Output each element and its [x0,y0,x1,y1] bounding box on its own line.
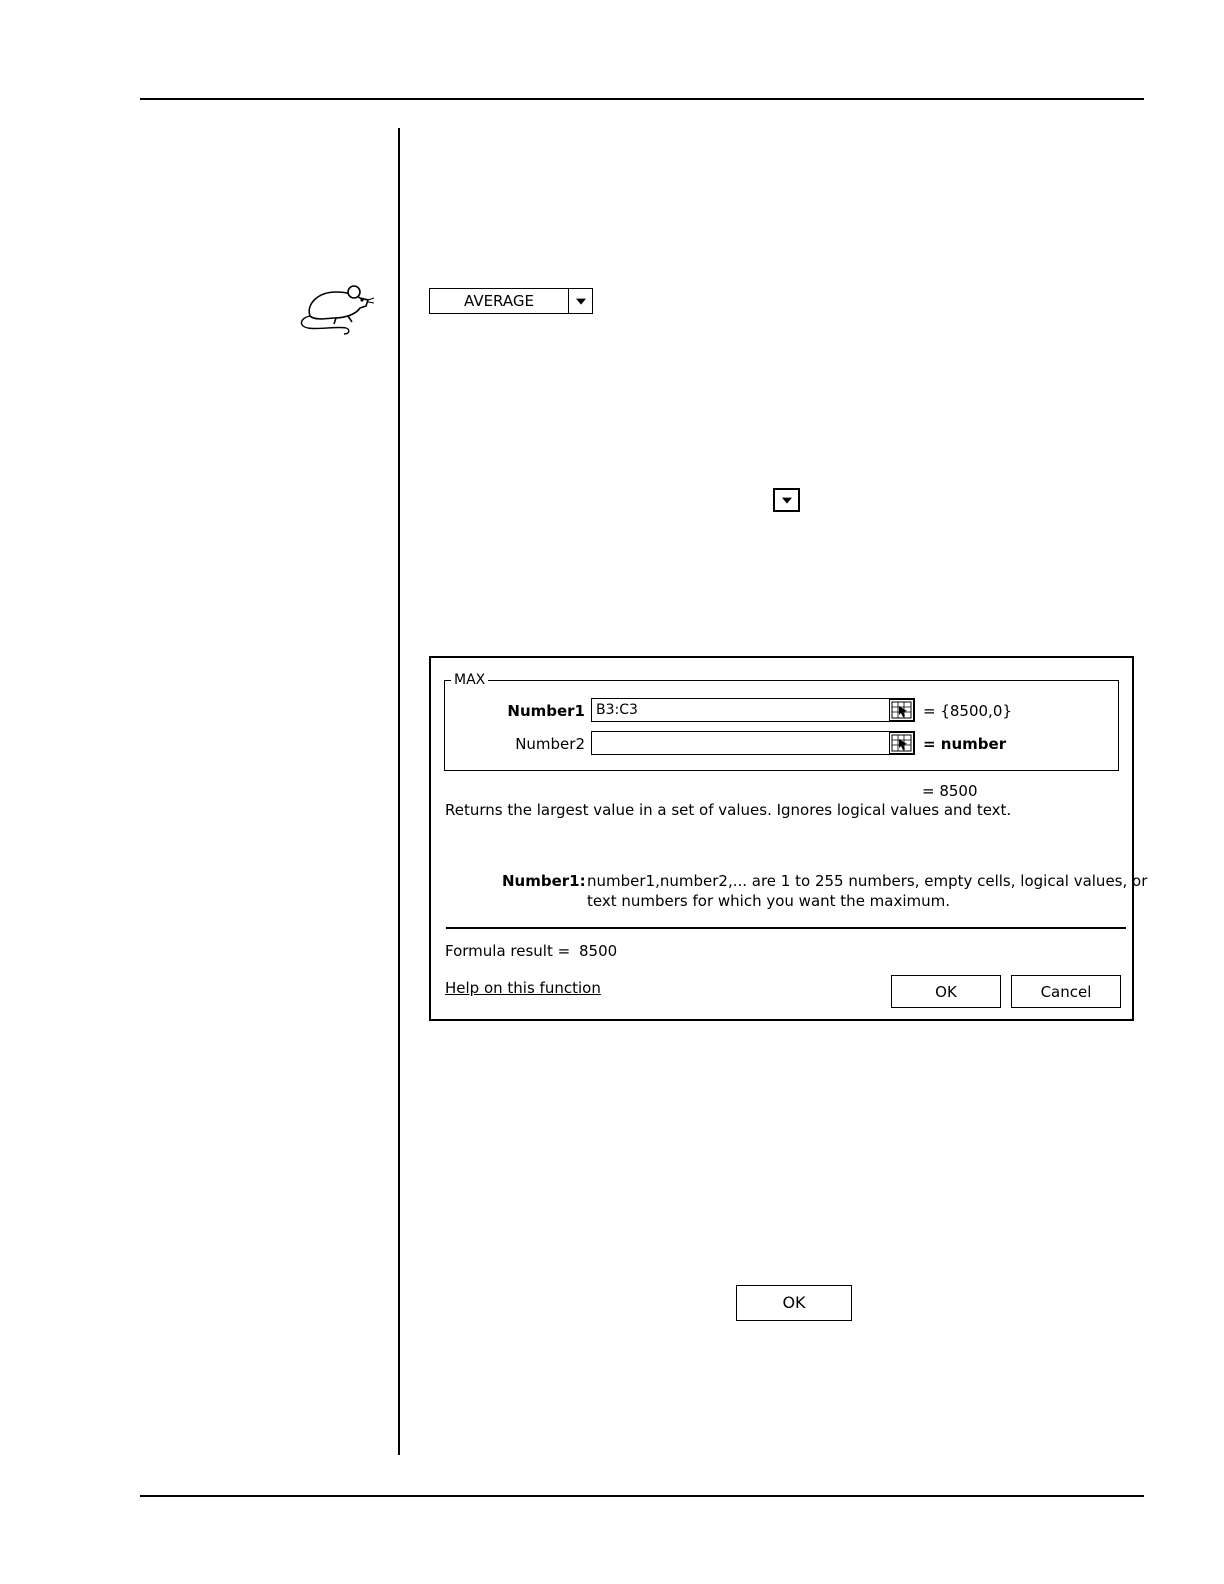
range-select-icon [890,700,913,720]
header-rule [140,98,1144,100]
mouse-icon [296,278,376,338]
formula-result-value: 8500 [579,942,618,960]
dialog-separator [446,927,1126,929]
ok-button[interactable]: OK [891,975,1001,1008]
argument-evaluated-value: = {8500,0} [923,702,1012,720]
range-select-icon [890,733,913,753]
cancel-button[interactable]: Cancel [1011,975,1121,1008]
function-arguments-dialog [429,656,1148,1021]
argument-help-text: text numbers for which you want the maximum. [587,892,951,910]
dropdown-arrow-button[interactable] [773,488,800,512]
margin-divider [398,128,400,1455]
chevron-down-icon [576,299,586,305]
formula-result-label: Formula result = [445,942,571,960]
function-name-box[interactable] [429,288,593,314]
result-preview: = 8500 [922,782,978,800]
number1-input[interactable]: B3:C3 [591,698,915,722]
help-on-function-link[interactable]: Help on this function [445,979,601,997]
argument-help-text: number1,number2,... are 1 to 255 numbers, empty cells, logical values, or [587,872,1148,890]
argument-evaluated-value: = number [923,735,1007,753]
argument-label: Number1 [507,702,585,720]
chevron-down-icon [782,498,792,504]
argument-label: Number2 [515,735,585,753]
arguments-group [444,672,1119,771]
function-dropdown-button[interactable] [568,289,592,313]
collapse-dialog-button[interactable] [889,699,914,721]
function-name-value: AVERAGE [464,292,534,310]
collapse-dialog-button[interactable] [889,732,914,754]
function-description: Returns the largest value in a set of values. Ignores logical values and text. [445,801,1012,819]
footer-rule [140,1495,1144,1497]
function-group-title: MAX [451,671,488,689]
ok-button[interactable]: OK [736,1285,852,1321]
number2-input[interactable] [591,731,915,755]
argument-help-label: Number1: [502,872,586,890]
